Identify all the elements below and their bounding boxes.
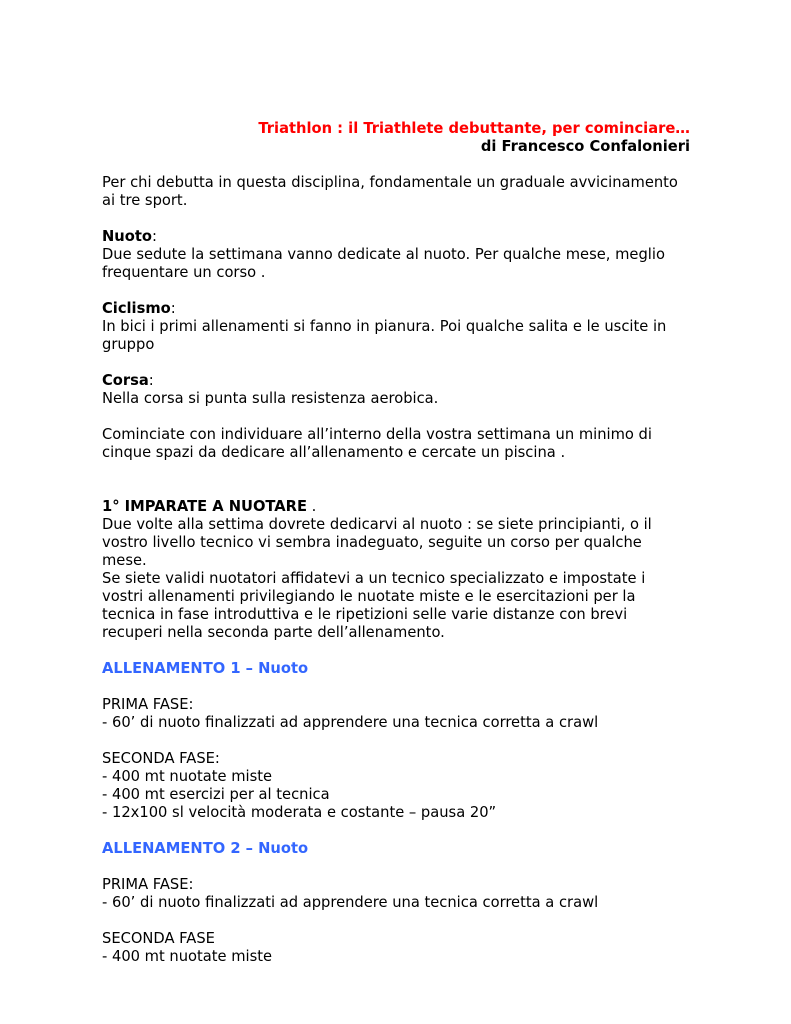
document-author: di Francesco Confalonieri	[480, 138, 690, 155]
label-colon: :	[151, 228, 157, 245]
workout-1-phase1-item: - 60’ di nuoto finalizzati ad apprendere una tecnica corretta a crawl	[102, 714, 599, 731]
section-ciclismo	[102, 300, 690, 354]
document-page	[102, 120, 690, 966]
section-text: Nella corsa si punta sulla resistenza aerobica.	[102, 390, 439, 407]
workout-2-phase2-label: SECONDA FASE	[102, 930, 215, 947]
label-colon: :	[170, 300, 176, 317]
intro-paragraph: Per chi debutta in questa disciplina, fondamentale un graduale avvicinamento ai tre sport.	[102, 174, 678, 209]
section-label: Ciclismo	[102, 300, 171, 317]
section-corsa	[102, 372, 690, 408]
workout-2	[102, 840, 690, 966]
workout-1-phase2-item: - 400 mt nuotate miste	[102, 768, 273, 785]
label-colon: :	[148, 372, 154, 389]
section-label: Nuoto	[102, 228, 152, 245]
section-nuoto	[102, 228, 690, 282]
workout-2-phase1-item: - 60’ di nuoto finalizzati ad apprendere una tecnica corretta a crawl	[102, 894, 599, 911]
document-title: Triathlon : il Triathlete debuttante, per cominciare…	[258, 120, 690, 137]
title-block	[102, 120, 690, 156]
workout-1-phase2-item: - 12x100 sl velocità moderata e costante – pausa 20”	[102, 804, 497, 821]
part1-heading: 1° IMPARATE A NUOTARE	[102, 498, 308, 515]
advice-paragraph: Cominciate con individuare all’interno della vostra settimana un minimo di cinque spazi da dedicare all’allenamento e cercate un piscina .	[102, 426, 652, 461]
workout-2-phase2-item: - 400 mt nuotate miste	[102, 948, 273, 965]
workout-1	[102, 660, 690, 822]
workout-2-phase1-label: PRIMA FASE:	[102, 876, 194, 893]
workout-2-heading: ALLENAMENTO 2 – Nuoto	[102, 840, 309, 857]
section-text: Due sedute la settimana vanno dedicate al nuoto. Per qualche mese, meglio frequentare un corso .	[102, 246, 665, 281]
workout-1-phase1-label: PRIMA FASE:	[102, 696, 194, 713]
section-label: Corsa	[102, 372, 149, 389]
workout-1-phase2-item: - 400 mt esercizi per al tecnica	[102, 786, 330, 803]
part1-paragraph-1: Due volte alla settima dovrete dedicarvi al nuoto : se siete principianti, o il vostro livello tecnico vi sembra inadeguato, seguite un corso per qualche mese.	[102, 516, 652, 569]
part1-paragraph-2: Se siete validi nuotatori affidatevi a un tecnico specializzato e impostate i vostri allenamenti privilegiando le nuotate miste e le esercitazioni per la tecnica in fase introduttiva e le ripetizioni selle varie distanze con brevi recuperi nella seconda parte dell’allenamento.	[102, 570, 646, 641]
section-text: In bici i primi allenamenti si fanno in pianura. Poi qualche salita e le uscite in gruppo	[102, 318, 667, 353]
workout-1-heading: ALLENAMENTO 1 – Nuoto	[102, 660, 309, 677]
workout-1-phase2-label: SECONDA FASE:	[102, 750, 220, 767]
part1-section	[102, 498, 690, 642]
part1-heading-suffix: .	[307, 498, 317, 515]
